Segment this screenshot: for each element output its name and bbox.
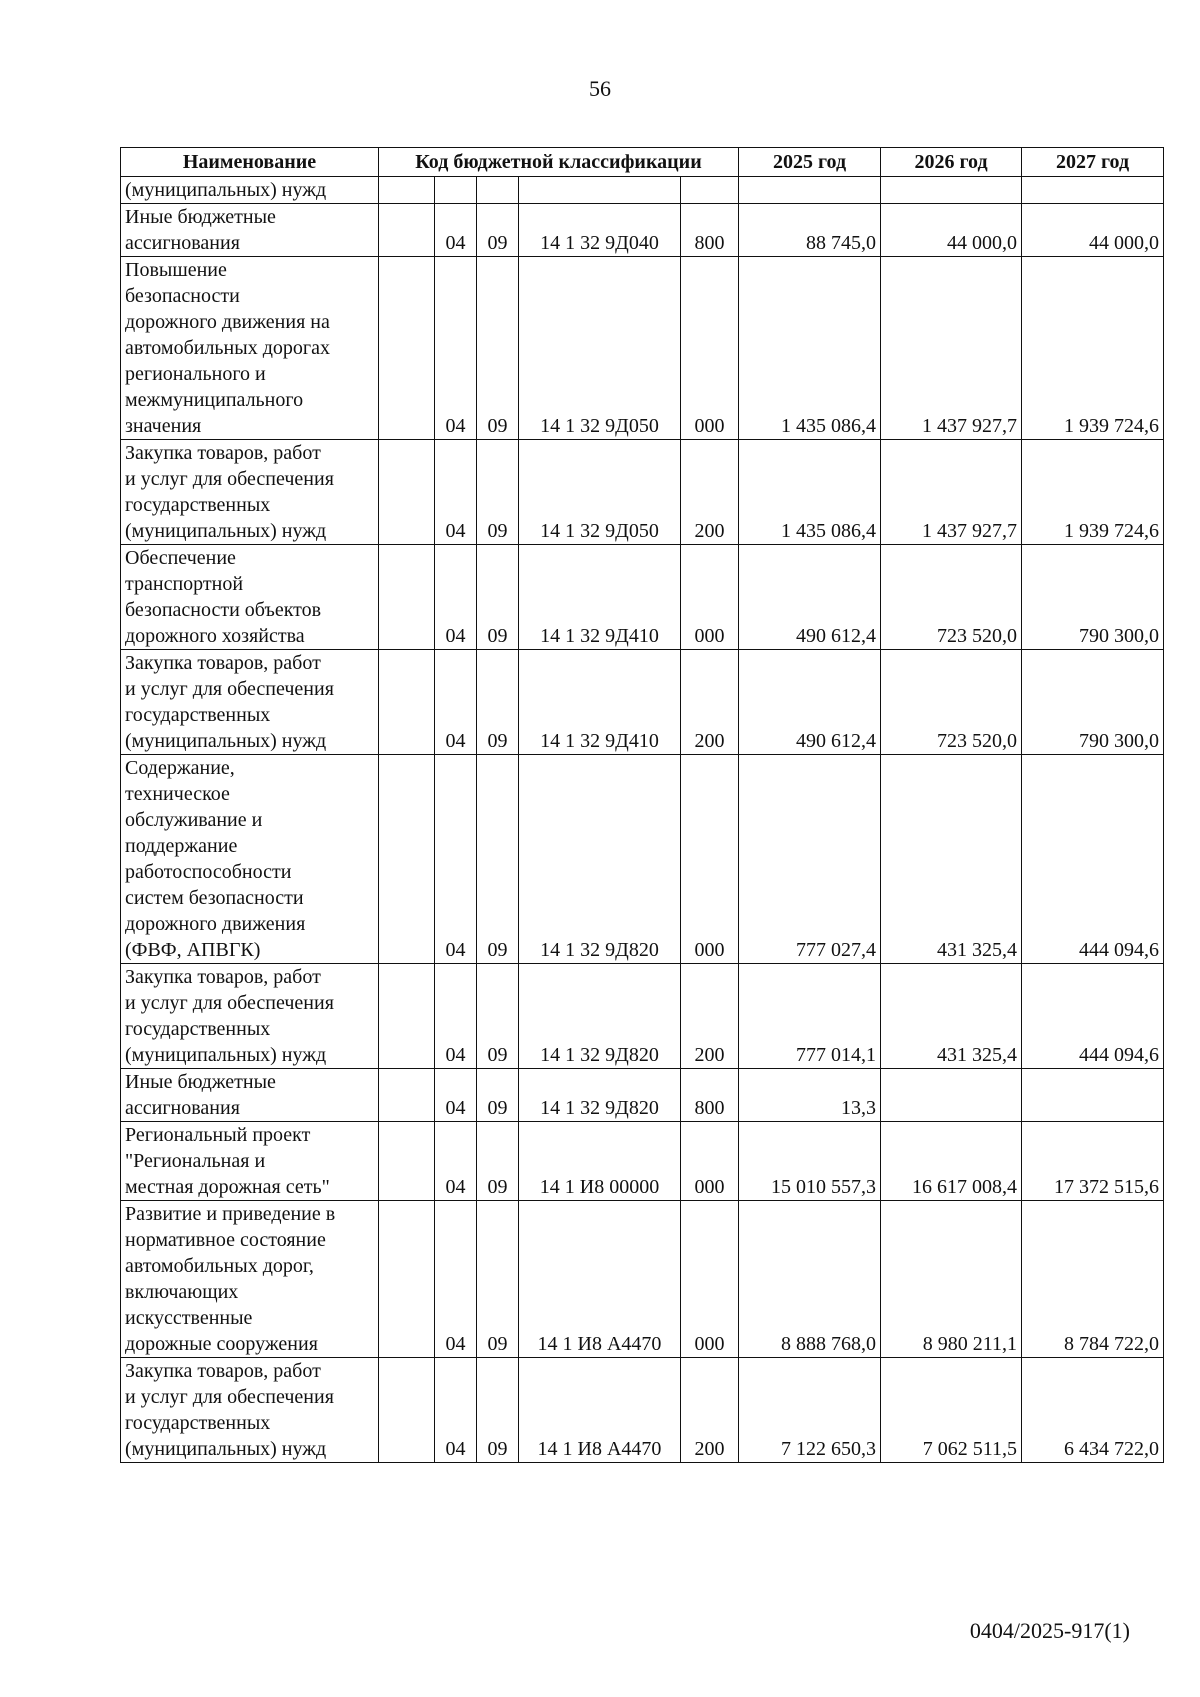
cell-2027: 444 094,6 bbox=[1022, 755, 1164, 964]
cell-subsection: 09 bbox=[477, 545, 519, 650]
cell-section: 04 bbox=[435, 440, 477, 545]
cell-2027: 1 939 724,6 bbox=[1022, 257, 1164, 440]
cell-target-article: 14 1 И8 А4470 bbox=[519, 1201, 681, 1358]
cell-expense-type: 200 bbox=[681, 650, 739, 755]
cell-section: 04 bbox=[435, 257, 477, 440]
table-row bbox=[121, 650, 1164, 755]
cell-expense-type: 200 bbox=[681, 964, 739, 1069]
cell-2025: 490 612,4 bbox=[739, 545, 881, 650]
cell-target-article: 14 1 32 9Д050 bbox=[519, 440, 681, 545]
cell-2027 bbox=[1022, 177, 1164, 204]
cell-2026: 431 325,4 bbox=[881, 755, 1022, 964]
cell-2027: 44 000,0 bbox=[1022, 204, 1164, 257]
header-name: Наименование bbox=[121, 148, 379, 177]
cell-2026: 7 062 511,5 bbox=[881, 1358, 1022, 1463]
cell-section: 04 bbox=[435, 545, 477, 650]
cell-name: Закупка товаров, работ и услуг для обеспечения государственных (муниципальных) нужд bbox=[121, 1358, 379, 1463]
table-row bbox=[121, 755, 1164, 964]
cell-2025: 15 010 557,3 bbox=[739, 1122, 881, 1201]
cell-expense-type: 000 bbox=[681, 755, 739, 964]
table-row bbox=[121, 177, 1164, 204]
cell-subsection: 09 bbox=[477, 1122, 519, 1201]
cell-2026: 8 980 211,1 bbox=[881, 1201, 1022, 1358]
table-row bbox=[121, 1069, 1164, 1122]
cell-target-article bbox=[519, 177, 681, 204]
cell-2027: 790 300,0 bbox=[1022, 545, 1164, 650]
cell-2025: 1 435 086,4 bbox=[739, 257, 881, 440]
cell-2025 bbox=[739, 177, 881, 204]
cell-name: Закупка товаров, работ и услуг для обеспечения государственных (муниципальных) нужд bbox=[121, 964, 379, 1069]
cell-name: (муниципальных) нужд bbox=[121, 177, 379, 204]
cell-expense-type: 000 bbox=[681, 545, 739, 650]
cell-target-article: 14 1 32 9Д820 bbox=[519, 1069, 681, 1122]
cell-subsection: 09 bbox=[477, 440, 519, 545]
cell-name: Иные бюджетные ассигнования bbox=[121, 204, 379, 257]
cell-target-article: 14 1 32 9Д040 bbox=[519, 204, 681, 257]
cell-blank bbox=[379, 257, 435, 440]
cell-name: Иные бюджетные ассигнования bbox=[121, 1069, 379, 1122]
cell-subsection: 09 bbox=[477, 1358, 519, 1463]
cell-blank bbox=[379, 1201, 435, 1358]
header-2027: 2027 год bbox=[1022, 148, 1164, 177]
cell-section bbox=[435, 177, 477, 204]
cell-subsection bbox=[477, 177, 519, 204]
page-number: 56 bbox=[589, 76, 611, 101]
cell-subsection: 09 bbox=[477, 204, 519, 257]
cell-target-article: 14 1 И8 00000 bbox=[519, 1122, 681, 1201]
cell-name: Повышение безопасности дорожного движения на автомобильных дорогах регионального и межмуниципального значения bbox=[121, 257, 379, 440]
cell-blank bbox=[379, 204, 435, 257]
cell-section: 04 bbox=[435, 1358, 477, 1463]
table-row bbox=[121, 257, 1164, 440]
cell-blank bbox=[379, 964, 435, 1069]
cell-subsection: 09 bbox=[477, 257, 519, 440]
header-2026: 2026 год bbox=[881, 148, 1022, 177]
table-row bbox=[121, 545, 1164, 650]
header-2025: 2025 год bbox=[739, 148, 881, 177]
table-body bbox=[121, 177, 1164, 1463]
cell-blank bbox=[379, 1122, 435, 1201]
cell-2026 bbox=[881, 177, 1022, 204]
cell-2026: 723 520,0 bbox=[881, 650, 1022, 755]
cell-section: 04 bbox=[435, 1069, 477, 1122]
cell-2025: 1 435 086,4 bbox=[739, 440, 881, 545]
cell-blank bbox=[379, 440, 435, 545]
cell-target-article: 14 1 32 9Д820 bbox=[519, 964, 681, 1069]
table-row bbox=[121, 1358, 1164, 1463]
cell-expense-type bbox=[681, 177, 739, 204]
cell-section: 04 bbox=[435, 204, 477, 257]
cell-expense-type: 000 bbox=[681, 257, 739, 440]
cell-2025: 7 122 650,3 bbox=[739, 1358, 881, 1463]
cell-2026: 1 437 927,7 bbox=[881, 257, 1022, 440]
header-code: Код бюджетной классификации bbox=[379, 148, 739, 177]
cell-2026: 431 325,4 bbox=[881, 964, 1022, 1069]
cell-2027: 17 372 515,6 bbox=[1022, 1122, 1164, 1201]
cell-section: 04 bbox=[435, 964, 477, 1069]
table-row bbox=[121, 964, 1164, 1069]
cell-2025: 88 745,0 bbox=[739, 204, 881, 257]
cell-2026: 16 617 008,4 bbox=[881, 1122, 1022, 1201]
cell-blank bbox=[379, 755, 435, 964]
table-row bbox=[121, 204, 1164, 257]
cell-expense-type: 200 bbox=[681, 1358, 739, 1463]
cell-name: Содержание, техническое обслуживание и поддержание работоспособности систем безопасности дорожного движения (ФВФ, АПВГК) bbox=[121, 755, 379, 964]
cell-2027: 6 434 722,0 bbox=[1022, 1358, 1164, 1463]
cell-subsection: 09 bbox=[477, 755, 519, 964]
cell-expense-type: 800 bbox=[681, 204, 739, 257]
cell-expense-type: 200 bbox=[681, 440, 739, 545]
cell-expense-type: 000 bbox=[681, 1201, 739, 1358]
cell-subsection: 09 bbox=[477, 650, 519, 755]
cell-subsection: 09 bbox=[477, 964, 519, 1069]
cell-2025: 8 888 768,0 bbox=[739, 1201, 881, 1358]
cell-2027 bbox=[1022, 1069, 1164, 1122]
cell-2026: 1 437 927,7 bbox=[881, 440, 1022, 545]
cell-section: 04 bbox=[435, 1201, 477, 1358]
cell-subsection: 09 bbox=[477, 1201, 519, 1358]
cell-subsection: 09 bbox=[477, 1069, 519, 1122]
cell-blank bbox=[379, 1069, 435, 1122]
cell-target-article: 14 1 32 9Д050 bbox=[519, 257, 681, 440]
cell-blank bbox=[379, 545, 435, 650]
cell-section: 04 bbox=[435, 755, 477, 964]
cell-2027: 1 939 724,6 bbox=[1022, 440, 1164, 545]
cell-expense-type: 000 bbox=[681, 1122, 739, 1201]
cell-blank bbox=[379, 177, 435, 204]
cell-blank bbox=[379, 650, 435, 755]
table-row bbox=[121, 1122, 1164, 1201]
cell-section: 04 bbox=[435, 650, 477, 755]
cell-target-article: 14 1 И8 А4470 bbox=[519, 1358, 681, 1463]
budget-table bbox=[120, 147, 1164, 1463]
cell-2026: 44 000,0 bbox=[881, 204, 1022, 257]
document-code: 0404/2025-917(1) bbox=[969, 1618, 1130, 1643]
cell-2026 bbox=[881, 1069, 1022, 1122]
cell-name: Обеспечение транспортной безопасности объектов дорожного хозяйства bbox=[121, 545, 379, 650]
cell-2027: 8 784 722,0 bbox=[1022, 1201, 1164, 1358]
cell-2027: 444 094,6 bbox=[1022, 964, 1164, 1069]
cell-name: Региональный проект "Региональная и местная дорожная сеть" bbox=[121, 1122, 379, 1201]
table-row bbox=[121, 440, 1164, 545]
cell-name: Закупка товаров, работ и услуг для обеспечения государственных (муниципальных) нужд bbox=[121, 440, 379, 545]
cell-expense-type: 800 bbox=[681, 1069, 739, 1122]
cell-2025: 777 027,4 bbox=[739, 755, 881, 964]
cell-2026: 723 520,0 bbox=[881, 545, 1022, 650]
table-header-row bbox=[121, 148, 1164, 177]
cell-2027: 790 300,0 bbox=[1022, 650, 1164, 755]
cell-name: Развитие и приведение в нормативное состояние автомобильных дорог, включающих искусственные дорожные сооружения bbox=[121, 1201, 379, 1358]
table-row bbox=[121, 1201, 1164, 1358]
cell-2025: 13,3 bbox=[739, 1069, 881, 1122]
cell-blank bbox=[379, 1358, 435, 1463]
cell-target-article: 14 1 32 9Д410 bbox=[519, 650, 681, 755]
cell-section: 04 bbox=[435, 1122, 477, 1201]
cell-target-article: 14 1 32 9Д820 bbox=[519, 755, 681, 964]
cell-target-article: 14 1 32 9Д410 bbox=[519, 545, 681, 650]
cell-2025: 490 612,4 bbox=[739, 650, 881, 755]
cell-name: Закупка товаров, работ и услуг для обеспечения государственных (муниципальных) нужд bbox=[121, 650, 379, 755]
cell-2025: 777 014,1 bbox=[739, 964, 881, 1069]
